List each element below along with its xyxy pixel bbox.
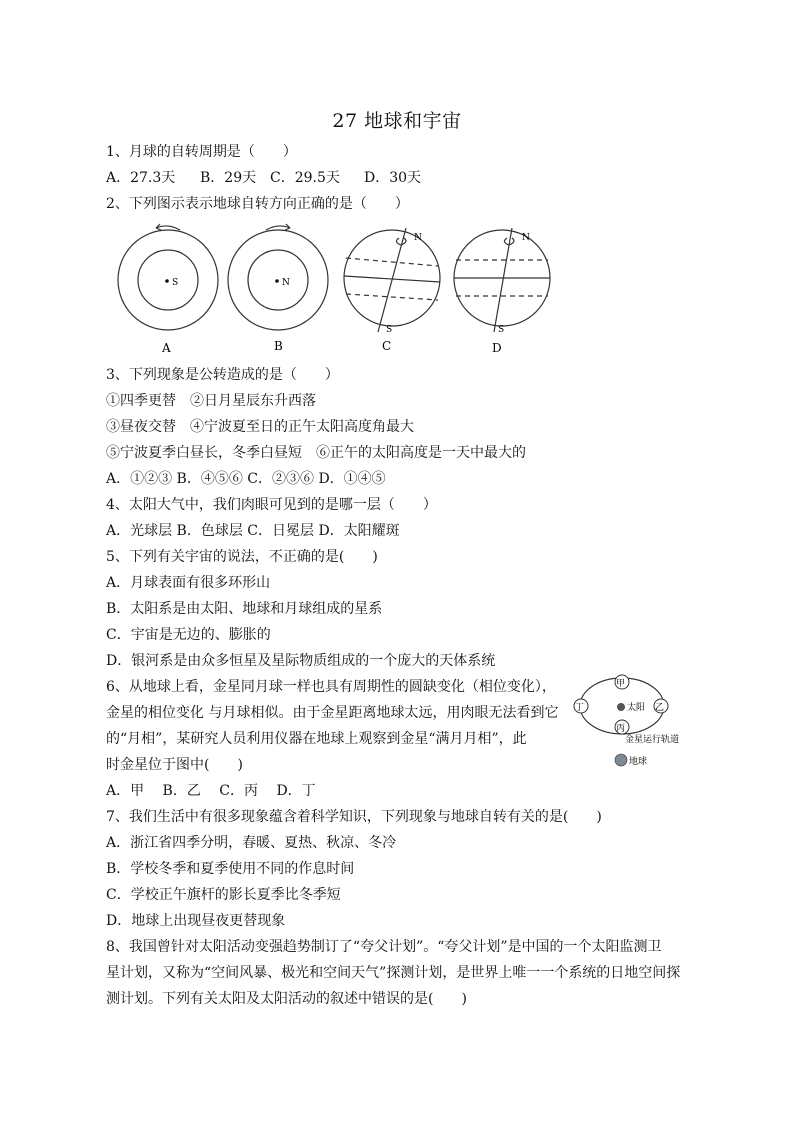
fig-d-south-label: S	[498, 325, 505, 335]
q4-options: A．光球层 B．色球层 C．日冕层 D．太阳耀斑	[106, 523, 400, 539]
q6-line-4: 时金星位于图中( )	[106, 757, 243, 773]
fig-d-north-label: N	[522, 233, 530, 243]
q3-line-3: ⑤宁波夏季白昼长，冬季白昼短 ⑥正午的太阳高度是一天中最大的	[106, 445, 526, 461]
fig-label-b: B	[274, 339, 283, 353]
q6-line-3: 的“月相”，某研究人员利用仪器在地球上观察到金星“满月月相”，此	[106, 731, 527, 747]
position-jia-label: 甲	[616, 679, 626, 689]
q8-line-3: 测计划。下列有关太阳及太阳活动的叙述中错误的是( )	[106, 991, 467, 1007]
question-7-stem: 7、我们生活中有很多现象蕴含着科学知识，下列现象与地球自转有关的是( )	[106, 809, 602, 825]
page-title: 27 地球和宇宙	[332, 110, 462, 132]
question-2-stem: 2、下列图示表示地球自转方向正确的是（ ）	[106, 196, 409, 212]
position-bing-label: 丙	[616, 724, 626, 734]
q1-option-a: A．27.3天	[106, 170, 176, 186]
q3-options: A．①②③ B．④⑤⑥ C．②③⑥ D．①④⑤	[106, 471, 386, 487]
sun-label: 太阳	[627, 703, 646, 713]
q5-option-a: A．月球表面有很多环形山	[106, 575, 271, 591]
q6-options: A．甲 B．乙 C．丙 D．丁	[106, 783, 316, 799]
fig-d-axis	[494, 228, 512, 332]
q3-line-2: ③昼夜交替 ④宁波夏至日的正午太阳高度角最大	[106, 419, 414, 435]
sun-icon	[617, 703, 625, 711]
earth-label: 地球	[629, 757, 648, 767]
fig-b-pole-label: N	[282, 278, 290, 288]
q7-option-c: C．学校正午旗杆的影长夏季比冬季短	[106, 887, 341, 903]
q7-option-d: D．地球上出现昼夜更替现象	[106, 913, 286, 929]
position-yi-label: 乙	[655, 703, 665, 713]
q5-option-d: D．银河系是由众多恒星及星际物质组成的一个庞大的天体系统	[106, 653, 496, 669]
fig-label-d: D	[492, 341, 502, 355]
earth-icon	[615, 754, 627, 766]
q6-line-1: 6、从地球上看，金星同月球一样也具有周期性的圆缺变化（相位变化），	[106, 679, 556, 695]
q8-line-1: 8、我国曾针对太阳活动变强趋势制订了“夸父计划”。“夸父计划”是中国的一个太阳监测卫	[106, 939, 662, 955]
question-3-stem: 3、下列现象是公转造成的是（ ）	[106, 367, 339, 383]
fig-c-north-label: N	[414, 233, 422, 243]
q7-option-a: A．浙江省四季分明，春暖、夏热、秋凉、冬冷	[106, 835, 397, 851]
question-1-stem: 1、月球的自转周期是（ ）	[106, 144, 297, 160]
q3-line-1: ①四季更替 ②日月星辰东升西落	[106, 393, 316, 409]
position-ding-label: 丁	[575, 703, 585, 713]
q5-option-c: C．宇宙是无边的、膨胀的	[106, 627, 271, 643]
fig-label-a: A	[162, 341, 171, 355]
venus-orbit-figure	[565, 672, 695, 782]
question-4-stem: 4、太阳大气中，我们肉眼可见到的是哪一层（ ）	[106, 497, 437, 513]
question-5-stem: 5、下列有关宇宙的说法，不正确的是( )	[106, 549, 378, 565]
q1-option-c: C．29.5天	[270, 170, 340, 186]
rotation-direction-figure	[110, 220, 560, 360]
q5-option-b: B．太阳系是由太阳、地球和月球组成的星系	[106, 601, 383, 617]
q1-option-d: D．30天	[364, 170, 422, 186]
fig-c-south-label: S	[386, 325, 393, 335]
question-1-options	[106, 169, 421, 187]
q6-line-2: 金星的相位变化 与月球相似。由于金星距离地球太远，用肉眼无法看到它	[106, 705, 559, 721]
q8-line-2: 星计划，又称为“空间风暴、极光和空间天气”探测计划，是世界上唯一一个系统的日地空间探	[106, 965, 681, 981]
orbit-label: 金星运行轨道	[625, 735, 680, 745]
fig-label-c: C	[382, 339, 392, 353]
q7-option-b: B．学校冬季和夏季使用不同的作息时间	[106, 861, 355, 877]
fig-a-pole-label: S	[172, 278, 179, 288]
q1-option-b: B．29天	[200, 170, 257, 186]
